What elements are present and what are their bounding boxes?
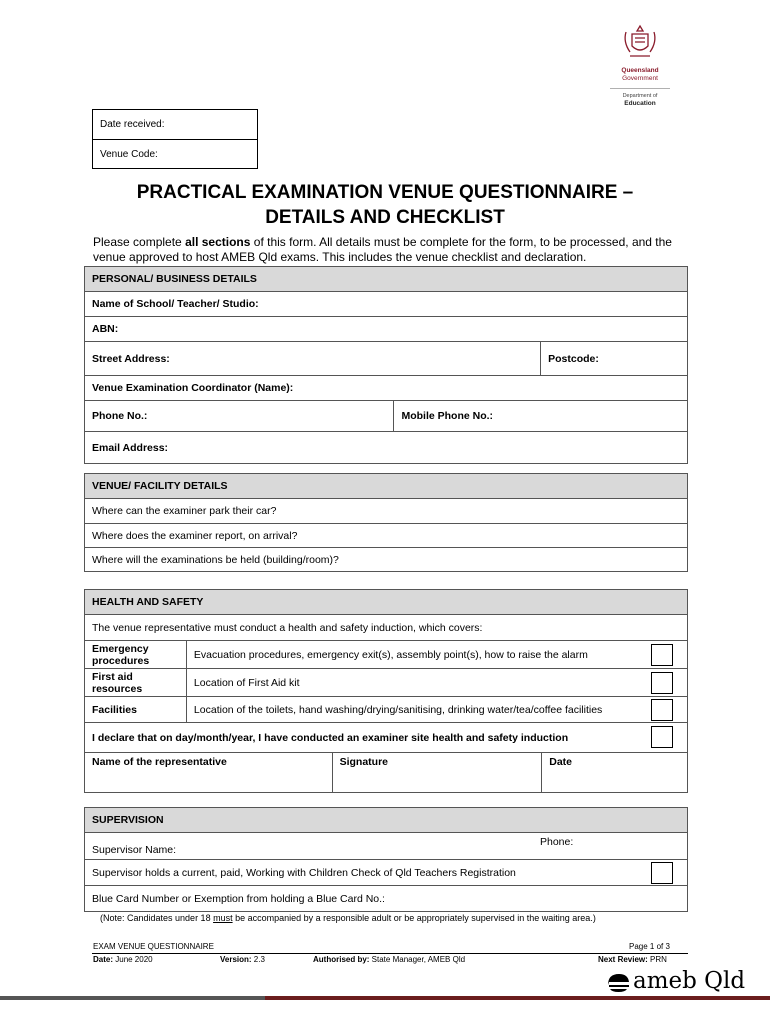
footer-review-label: Next Review: — [598, 955, 648, 964]
supervision-table — [84, 807, 688, 912]
facilities-label: Facilities — [85, 697, 187, 723]
exam-location-question-field[interactable]: Where will the examinations be held (building/room)? — [85, 548, 688, 572]
facilities-row — [186, 697, 687, 723]
footer-date-label: Date: — [93, 955, 114, 964]
logo-government-line2: Government — [622, 75, 658, 82]
venue-code-label: Venue Code: — [100, 149, 158, 160]
footer-version-value: 2.3 — [251, 955, 265, 964]
facilities-checkbox[interactable] — [651, 699, 673, 721]
health-intro: The venue representative must conduct a health and safety induction, which covers: — [85, 615, 688, 641]
title-line2: DETAILS AND CHECKLIST — [265, 207, 505, 228]
parking-question-field[interactable]: Where can the examiner park their car? — [85, 499, 688, 524]
venue-heading: VENUE/ FACILITY DETAILS — [85, 474, 688, 499]
footer-version — [220, 955, 265, 964]
ameb-mark-icon — [606, 971, 630, 993]
supervisor-row — [85, 833, 688, 860]
footer-auth-label: Authorised by: — [313, 955, 370, 964]
personal-heading: PERSONAL/ BUSINESS DETAILS — [85, 267, 688, 292]
venue-code-field[interactable] — [93, 139, 257, 168]
intro-bold: all sections — [185, 235, 251, 249]
footer-bar-left — [0, 996, 265, 1000]
note-part1: (Note: Candidates under 18 — [100, 913, 214, 923]
declaration-row — [85, 723, 688, 753]
emergency-checkbox[interactable] — [651, 644, 673, 666]
venue-details-table — [84, 473, 688, 572]
date-field[interactable]: Date — [542, 753, 688, 793]
logo-divider — [610, 88, 670, 89]
ameb-logo — [606, 968, 745, 994]
declaration-text: I declare that on day/month/year, I have conducted an examiner site health and safety induction — [92, 731, 569, 744]
first-aid-desc: Location of First Aid kit — [193, 676, 300, 689]
ameb-logo-text: ameb Qld — [633, 968, 746, 994]
supervisor-name-field[interactable]: Supervisor Name: — [92, 844, 177, 856]
coordinator-field[interactable]: Venue Examination Coordinator (Name): — [85, 376, 688, 401]
footer-review — [598, 955, 667, 964]
footer-divider — [92, 953, 688, 954]
supervisor-phone-field[interactable]: Phone: — [540, 836, 574, 848]
representative-name-field[interactable]: Name of the representative — [85, 753, 333, 793]
blue-card-field[interactable]: Blue Card Number or Exemption from holding a Blue Card No.: — [85, 886, 688, 912]
email-field[interactable]: Email Address: — [85, 432, 688, 464]
intro-text — [93, 235, 703, 265]
wwc-row — [85, 860, 688, 886]
footer-date-value: June 2020 — [113, 955, 153, 964]
footer-auth-value: State Manager, AMEB Qld — [369, 955, 466, 964]
footer-version-label: Version: — [220, 955, 252, 964]
school-name-field[interactable]: Name of School/ Teacher/ Studio: — [85, 292, 688, 317]
emergency-row — [186, 641, 687, 669]
footer-date — [93, 955, 153, 964]
footer-review-value: PRN — [647, 955, 667, 964]
note-underlined: must — [213, 913, 233, 923]
postcode-field[interactable]: Postcode: — [541, 342, 688, 376]
title-line1: PRACTICAL EXAMINATION VENUE QUESTIONNAIRE – — [136, 182, 634, 203]
emergency-desc: Evacuation procedures, emergency exit(s), assembly point(s), how to raise the alarm — [193, 648, 588, 661]
note-text — [100, 913, 596, 923]
crest-icon — [620, 22, 660, 62]
personal-details-table — [84, 266, 688, 464]
first-aid-row — [186, 669, 687, 697]
supervision-heading: SUPERVISION — [85, 808, 688, 833]
queensland-government-logo — [606, 22, 674, 120]
logo-department-line2: Education — [624, 100, 656, 107]
wwc-checkbox[interactable] — [651, 862, 673, 884]
emergency-label: Emergency procedures — [85, 641, 187, 669]
facilities-desc: Location of the toilets, hand washing/drying/sanitising, drinking water/tea/coffee facilities — [193, 703, 603, 716]
declaration-checkbox[interactable] — [651, 726, 673, 748]
phone-field[interactable]: Phone No.: — [85, 401, 394, 432]
first-aid-label: First aid resources — [85, 669, 187, 697]
health-heading: HEALTH AND SAFETY — [85, 590, 688, 615]
first-aid-checkbox[interactable] — [651, 672, 673, 694]
logo-department-line1: Department of — [622, 93, 658, 99]
wwc-label: Supervisor holds a current, paid, Working with Children Check of Qld Teachers Registration — [92, 866, 516, 879]
page-title — [80, 180, 690, 230]
footer-page-number: Page 1 of 3 — [629, 942, 670, 951]
abn-field[interactable]: ABN: — [85, 317, 688, 342]
note-part2: be accompanied by a responsible adult or be appropriately supervised in the waiting area.) — [232, 913, 596, 923]
footer-bar-right — [265, 996, 770, 1000]
date-received-label: Date received: — [100, 119, 165, 130]
report-question-field[interactable]: Where does the examiner report, on arrival? — [85, 524, 688, 548]
date-received-field[interactable] — [93, 110, 257, 139]
intro-part1: Please complete — [93, 235, 186, 249]
footer-authorised — [313, 955, 465, 964]
footer-doc-name: EXAM VENUE QUESTIONNAIRE — [93, 942, 214, 951]
health-safety-table — [84, 589, 688, 793]
signature-field[interactable]: Signature — [332, 753, 542, 793]
office-use-box — [92, 109, 258, 169]
intro-part2: of this form. All details must be complete for the form, to be processed, and the venue approved to host AMEB Qld exams. This includes the venue checklist and declaration. — [93, 235, 672, 264]
street-address-field[interactable]: Street Address: — [85, 342, 541, 376]
logo-government-line1: Queensland — [621, 67, 659, 74]
mobile-phone-field[interactable]: Mobile Phone No.: — [394, 401, 688, 432]
